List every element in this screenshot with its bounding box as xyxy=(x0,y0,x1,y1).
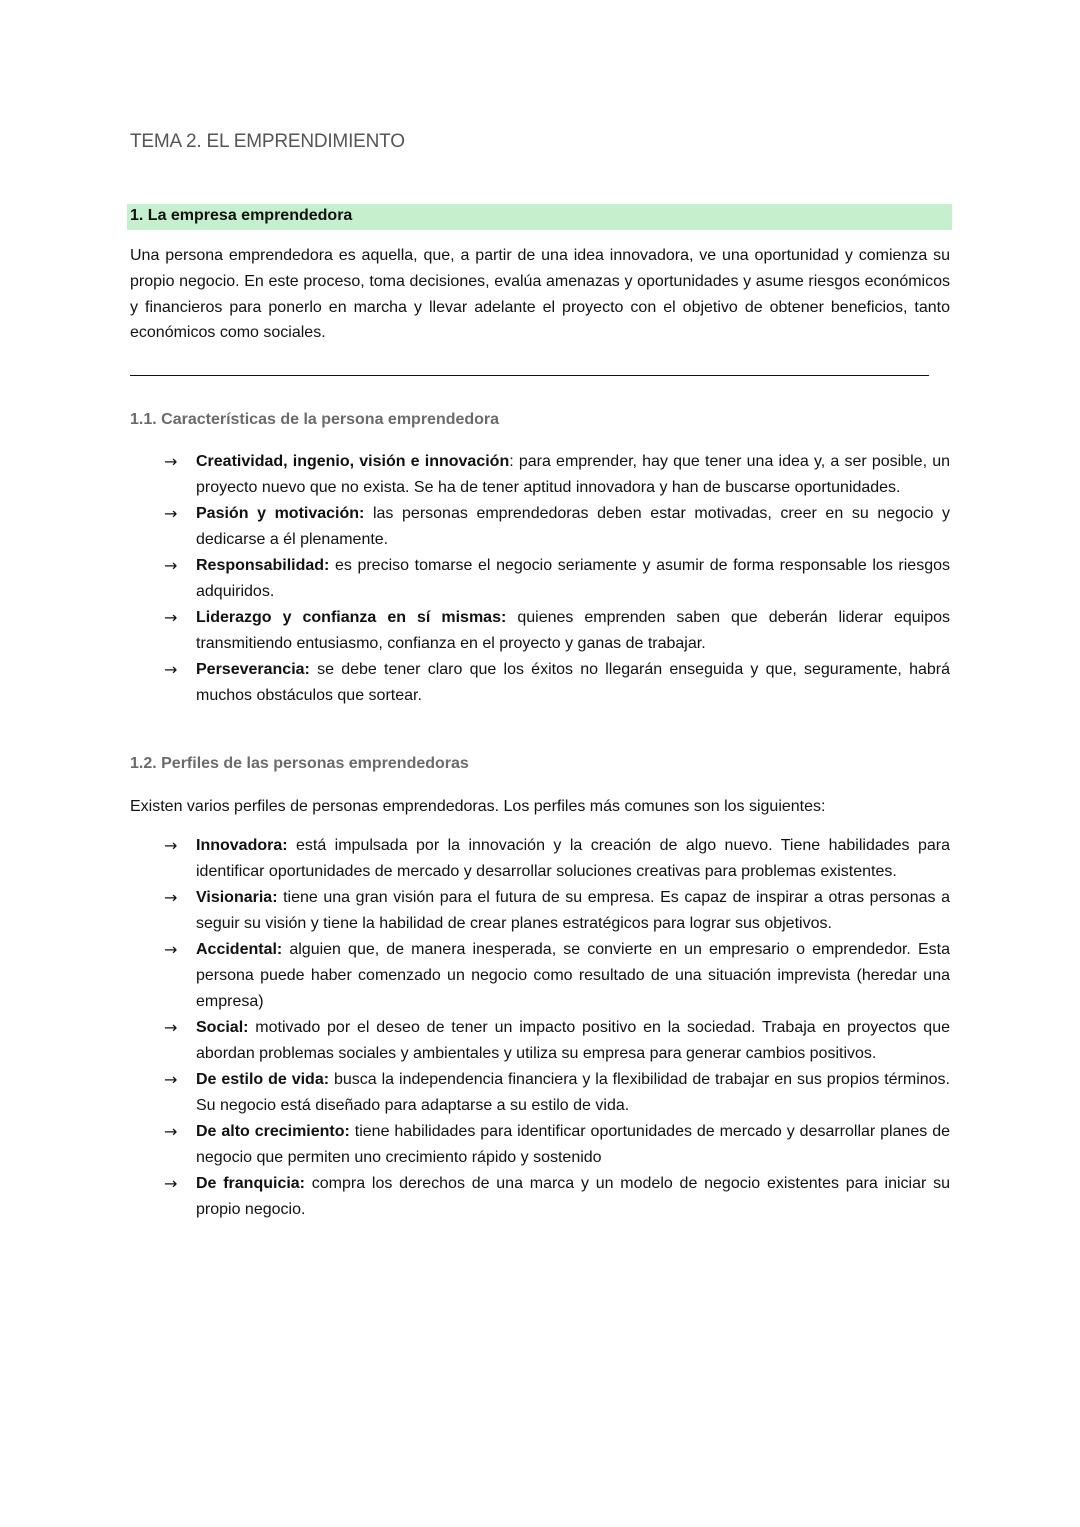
arrow-bullet-icon: → xyxy=(164,1173,178,1193)
list-item xyxy=(130,553,950,605)
item-text: compra los derechos de una marca y un modelo de negocio existentes para iniciar su propio negocio. xyxy=(196,1174,950,1218)
arrow-bullet-icon: → xyxy=(164,503,178,523)
item-term: Innovadora: xyxy=(196,837,288,854)
arrow-bullet-icon: → xyxy=(164,1017,178,1037)
list-item xyxy=(130,1015,950,1067)
item-text: tiene una gran visión para el futura de su empresa. Es capaz de inspirar a otras personas a seguir su visión y tiene la habilidad de crear planes estratégicos para lograr sus objetivos. xyxy=(196,888,950,932)
list-item xyxy=(130,449,950,501)
item-text: está impulsada por la innovación y la creación de algo nuevo. Tiene habilidades para identificar oportunidades de mercado y desarrollar soluciones creativas para problemas existentes. xyxy=(196,837,950,880)
item-term: De alto crecimiento: xyxy=(196,1122,350,1140)
list-item xyxy=(130,501,950,553)
item-term: Perseverancia: xyxy=(196,660,310,678)
item-text: tiene habilidades para identificar oportunidades de mercado y desarrollar planes de negocio que permiten uno crecimiento rápido y sostenido xyxy=(196,1122,950,1166)
list-item xyxy=(130,833,950,885)
list-item xyxy=(130,885,950,937)
list-item xyxy=(130,1171,950,1223)
subsection-2-intro: Existen varios perfiles de personas emprendedoras. Los perfiles más comunes son los siguientes: xyxy=(130,798,826,815)
arrow-bullet-icon: → xyxy=(164,1069,178,1089)
list-item xyxy=(130,937,950,1014)
list-item xyxy=(130,1119,950,1171)
item-text: alguien que, de manera inesperada, se convierte en un empresario o emprendedor. Esta persona puede haber comenzado un negocio como resultado de una situación imprevista (heredar una empresa) xyxy=(196,940,950,1010)
arrow-bullet-icon: → xyxy=(164,555,178,575)
item-text: motivado por el deseo de tener un impacto positivo en la sociedad. Trabaja en proyectos que abordan problemas sociales y ambientales y utiliza su empresa para generar cambios positivos. xyxy=(196,1018,950,1062)
item-term: Pasión y motivación: xyxy=(196,504,365,522)
arrow-bullet-icon: → xyxy=(164,887,178,907)
arrow-bullet-icon: → xyxy=(164,939,178,959)
item-term: Creatividad, ingenio, visión e innovación xyxy=(196,453,510,470)
section-title: 1. La empresa emprendedora xyxy=(130,207,353,224)
item-term: Social: xyxy=(196,1018,249,1036)
list-item xyxy=(130,1067,950,1119)
item-term: De estilo de vida: xyxy=(196,1070,330,1088)
characteristics-list xyxy=(130,449,950,709)
arrow-bullet-icon: → xyxy=(164,452,178,471)
horizontal-rule xyxy=(130,375,929,376)
item-text: las personas emprendedoras deben estar motivadas, creer en su negocio y dedicarse a él plenamente. xyxy=(196,504,950,548)
arrow-bullet-icon: → xyxy=(164,607,178,627)
subsection-1-title: 1.1. Características de la persona emprendedora xyxy=(130,411,500,428)
list-item xyxy=(130,657,950,709)
item-term: Visionaria: xyxy=(196,888,278,906)
section-heading-bar xyxy=(127,204,952,230)
subsection-2-title: 1.2. Perfiles de las personas emprendedoras xyxy=(130,755,469,772)
list-item xyxy=(130,605,950,657)
section-intro-paragraph: Una persona emprendedora es aquella, que, a partir de una idea innovadora, ve una oportunidad y comienza su propio negocio. En este proceso, toma decisiones, evalúa amenazas y oportunidades y asume riesgos económicos y financieros para ponerlo en marcha y llevar adelante el proyecto con el objetivo de obtener beneficios, tanto económicos como sociales. xyxy=(130,247,950,342)
item-text: quienes emprenden saben que deberán liderar equipos transmitiendo entusiasmo, confianza en el proyecto y ganas de trabajar. xyxy=(196,608,950,652)
arrow-bullet-icon: → xyxy=(164,1121,178,1141)
item-term: De franquicia: xyxy=(196,1174,306,1192)
item-term: Accidental: xyxy=(196,940,283,958)
arrow-bullet-icon: → xyxy=(164,659,178,679)
document-title: TEMA 2. EL EMPRENDIMIENTO xyxy=(130,131,405,152)
item-text: es preciso tomarse el negocio seriamente y asumir de forma responsable los riesgos adquiridos. xyxy=(196,556,950,600)
item-text: : para emprender, hay que tener una idea y, a ser posible, un proyecto nuevo que no exista. Se ha de tener aptitud innovadora y han de buscarse oportunidades. xyxy=(196,453,951,496)
item-text: busca la independencia financiera y la flexibilidad de trabajar en sus propios términos. Su negocio está diseñado para adaptarse a su estilo de vida. xyxy=(196,1070,950,1114)
arrow-bullet-icon: → xyxy=(164,836,178,855)
profiles-list xyxy=(130,833,950,1223)
item-text: se debe tener claro que los éxitos no llegarán enseguida y que, seguramente, habrá muchos obstáculos que sortear. xyxy=(196,660,950,704)
item-term: Responsabilidad: xyxy=(196,556,330,574)
item-term: Liderazgo y confianza en sí mismas: xyxy=(196,608,507,626)
